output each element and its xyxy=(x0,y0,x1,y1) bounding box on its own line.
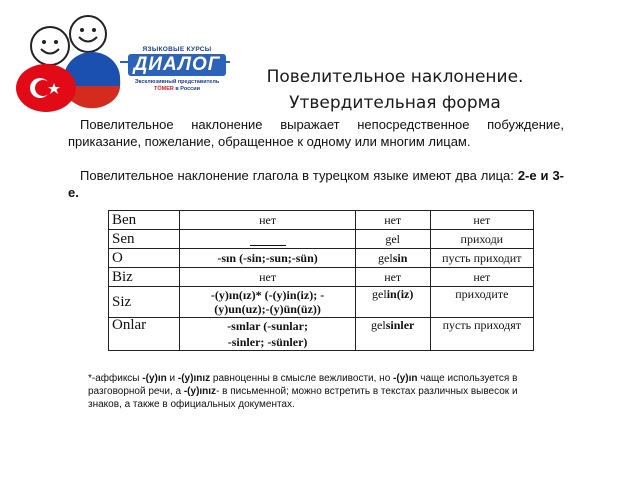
pronoun-cell: Ben xyxy=(109,211,180,230)
footnote-text: *-аффиксы xyxy=(88,373,143,384)
brand-block xyxy=(125,46,229,93)
brand-tomer: TÖMER xyxy=(153,86,174,92)
table-row xyxy=(109,287,534,318)
translation-cell: приходите xyxy=(430,287,533,318)
paragraph-persons-bold: 2-е и 3-е. xyxy=(68,168,564,200)
example-suffix: in(iz) xyxy=(386,287,414,301)
suffix-cell: нет xyxy=(180,268,355,287)
footnote-bold: -(y)ınız xyxy=(177,373,211,384)
suffix-line-1: -sınlar (-sunlar; xyxy=(227,319,308,333)
suffix-cell xyxy=(180,287,355,318)
example-stem: gel xyxy=(378,251,393,265)
translation-cell: нет xyxy=(430,211,533,230)
title-line-2: Утвердительная форма xyxy=(289,93,501,113)
example-cell xyxy=(355,249,430,268)
pronoun-cell: Sen xyxy=(109,230,180,249)
suffix-line-2: (y)un(uz);-(y)ün(üz)) xyxy=(214,302,321,316)
example-cell: нет xyxy=(355,211,430,230)
example-cell xyxy=(355,318,430,351)
brand-tagline: ЯЗЫКОВЫЕ КУРСЫ xyxy=(142,46,212,53)
footnote-bold: -(y)ın xyxy=(142,373,167,384)
imperative-table xyxy=(108,210,534,351)
footnote-text: чаще используется в разговорной речи, а xyxy=(88,373,518,397)
table-row xyxy=(109,230,534,249)
example-stem: gel xyxy=(371,318,386,332)
suffix-cell: нет xyxy=(180,211,355,230)
footnote-text: равноценны в смысле вежливости, но xyxy=(210,373,394,384)
smiley-flags-icon xyxy=(8,6,128,114)
brand-name: ДИАЛОГ xyxy=(128,54,227,76)
translation-cell: приходи xyxy=(430,230,533,249)
suffix-cell xyxy=(180,230,355,249)
title-line-1: Повелительное наклонение. xyxy=(266,67,524,87)
example-cell: нет xyxy=(355,268,430,287)
brand-russia: в России xyxy=(173,86,200,92)
pronoun-cell: O xyxy=(109,249,180,268)
paragraph-definition: Повелительное наклонение выражает непосредственное побуждение, приказание, пожелание, обращенное к одному или многим лицам. xyxy=(68,117,564,149)
footnote-text: и xyxy=(166,373,178,384)
footnote xyxy=(88,372,538,411)
pronoun-cell: Biz xyxy=(109,268,180,287)
example-stem: gel xyxy=(372,287,387,301)
suffix-cell: -sın (-sin;-sun;-sün) xyxy=(180,249,355,268)
translation-cell: пусть приходят xyxy=(430,318,533,351)
logo xyxy=(8,6,230,114)
page-title xyxy=(240,64,550,116)
paragraph-persons xyxy=(68,167,564,201)
table-row xyxy=(109,211,534,230)
pronoun-cell: Siz xyxy=(109,287,180,318)
table-row xyxy=(109,249,534,268)
suffix-line-1: -(y)ın(ız)* (-(y)in(iz); - xyxy=(210,288,325,302)
suffix-cell xyxy=(180,318,355,351)
footnote-bold: -(y)ın xyxy=(393,373,418,384)
example-suffix: sin xyxy=(392,251,408,265)
footnote-text: - в письменной; можно встретить в текстах различных вывесок и знаков, а также в официальных документах. xyxy=(88,386,518,410)
pronoun-cell: Onlar xyxy=(109,318,180,351)
table-row xyxy=(109,318,534,351)
blank-line xyxy=(250,233,286,246)
table-row xyxy=(109,268,534,287)
translation-cell: нет xyxy=(430,268,533,287)
example-cell: gel xyxy=(355,230,430,249)
brand-subtitle-2 xyxy=(125,86,229,93)
brand-subtitle: Эксклюзивный представитель xyxy=(134,79,220,85)
translation-cell: пусть приходит xyxy=(430,249,533,268)
example-suffix: sinler xyxy=(385,318,415,332)
footnote-bold: -(y)ınız xyxy=(183,386,217,397)
example-cell xyxy=(355,287,430,318)
suffix-line-2: -sinler; -sünler) xyxy=(227,335,308,349)
paragraph-persons-text: Повелительное наклонение глагола в турецком языке имеют два лица: xyxy=(80,168,518,183)
